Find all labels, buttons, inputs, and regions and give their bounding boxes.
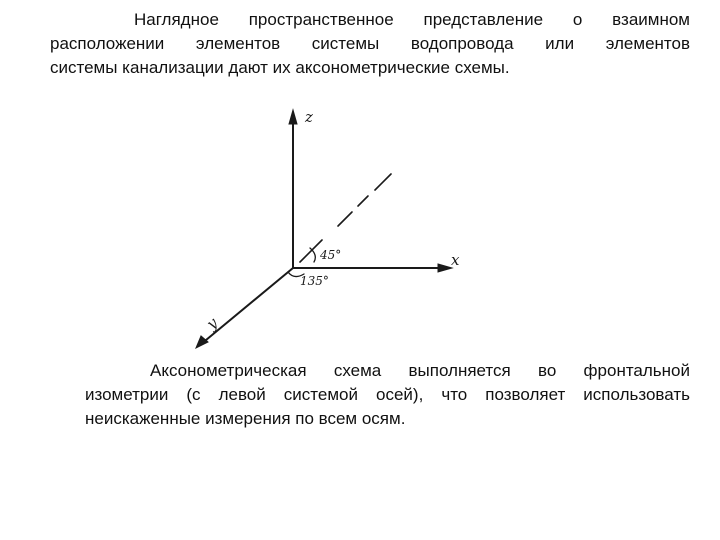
dashed-45-degree-line-1: [300, 240, 322, 262]
angle-label-45: 45°: [320, 248, 342, 262]
y-axis-arrowhead: [196, 336, 208, 348]
description-paragraph: [85, 359, 690, 431]
z-axis-arrowhead: [289, 110, 297, 124]
z-axis-label: z: [305, 108, 313, 126]
x-axis-arrowhead: [438, 264, 452, 272]
dashed-45-degree-line-2: [338, 212, 352, 226]
intro-line-1: Наглядное пространственное представление о взаимном: [134, 10, 690, 29]
description-line-2: изометрии (с левой системой осей), что позволяет использовать: [85, 385, 690, 404]
intro-line-3: системы канализации дают их аксонометрические схемы.: [50, 58, 510, 77]
y-axis-label: y: [203, 313, 222, 334]
dashed-45-degree-line-4: [375, 174, 391, 190]
dashed-45-degree-line-3: [358, 196, 368, 206]
description-line-3: неискаженные измерения по всем осям.: [85, 409, 406, 428]
description-line-1: Аксонометрическая схема выполняется во фронтальной: [150, 361, 690, 380]
angle-label-135: 135°: [300, 274, 329, 288]
intro-line-2: расположении элементов системы водопровода или элементов: [50, 34, 690, 53]
x-axis-label: x: [451, 251, 460, 269]
